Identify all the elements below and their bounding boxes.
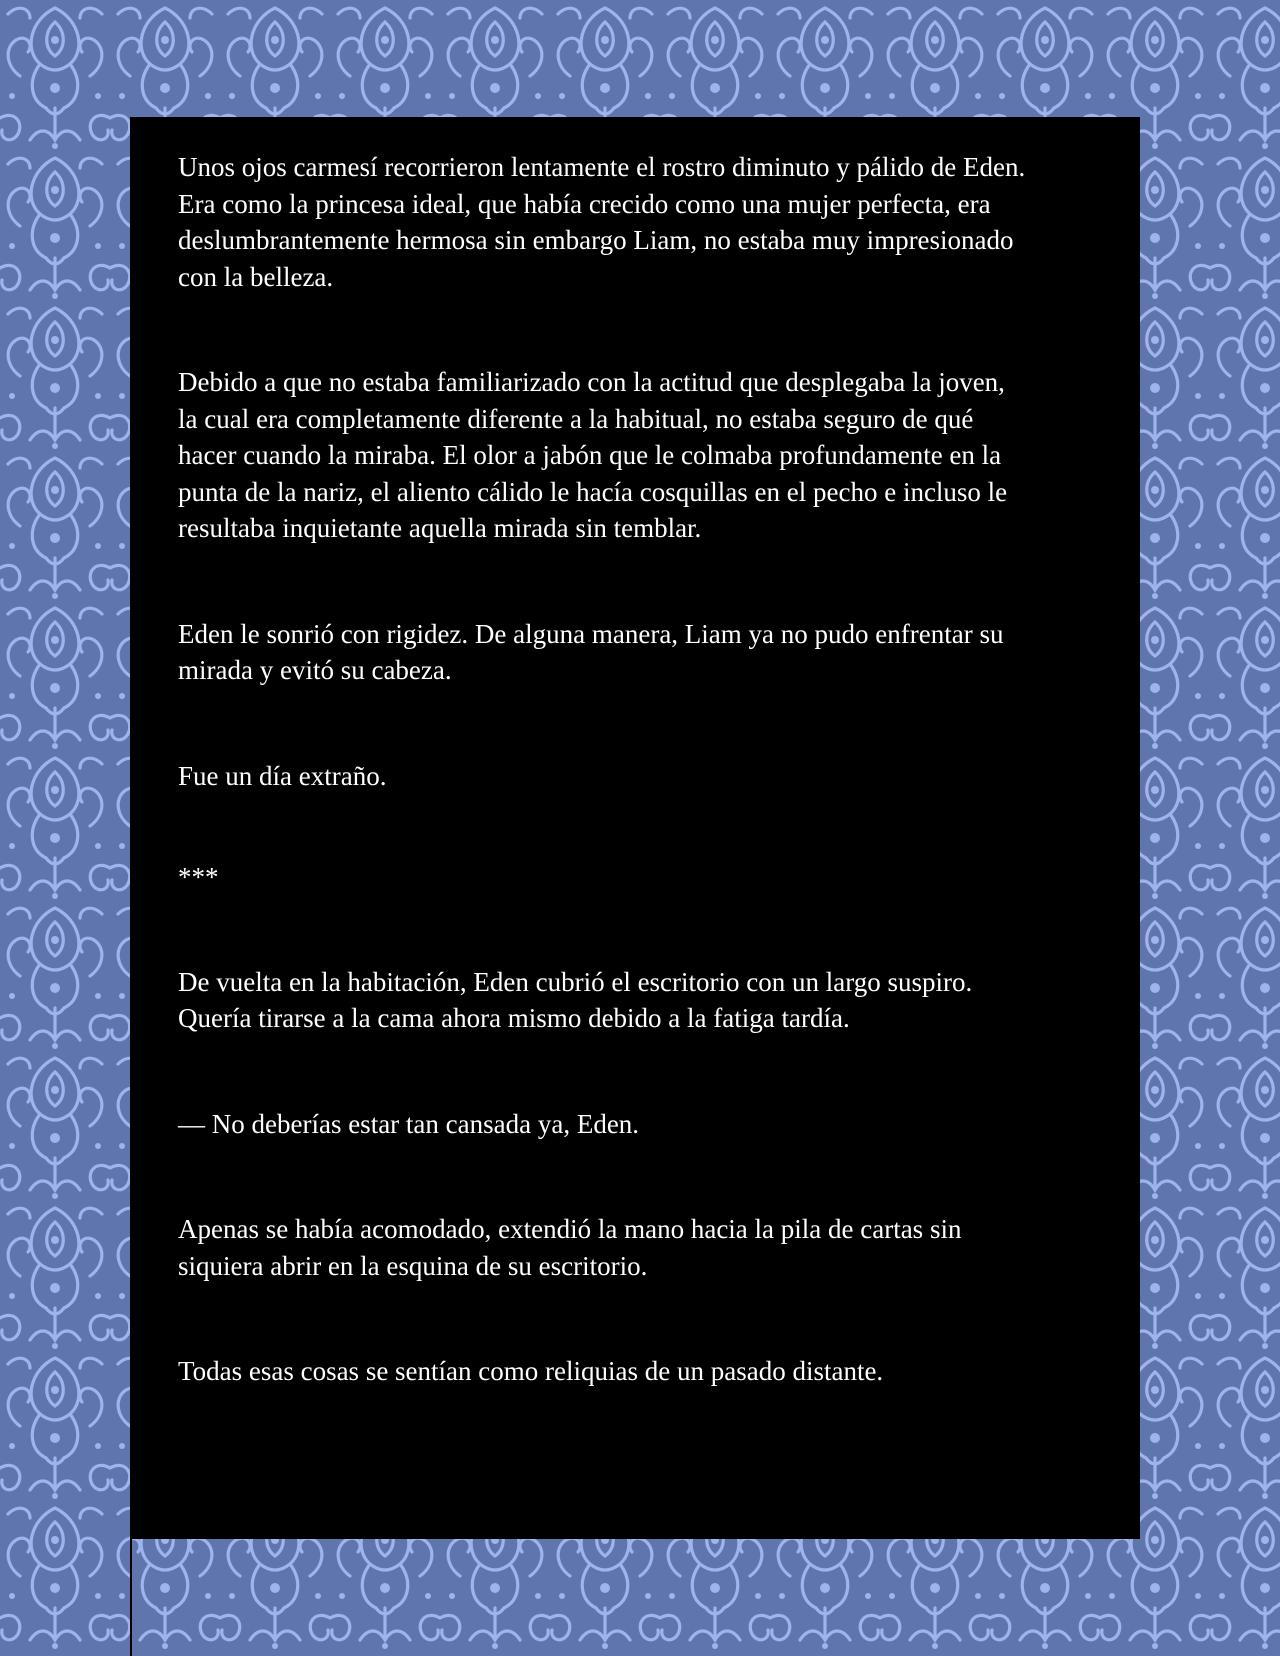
dialogue-line: — No deberías estar tan cansada ya, Eden. <box>178 1108 640 1139</box>
paragraph-7: Todas esas cosas se sentían como reliquias de un pasado distante. <box>178 1356 884 1386</box>
paragraph-6: Apenas se había acomodado, extendió la mano hacia la pila de cartas sin siquiera abrir en la esquina de su escritorio. <box>178 1214 962 1281</box>
text-panel <box>130 117 1140 1539</box>
paragraph-3: Eden le sonrió con rigidez. De alguna manera, Liam ya no pudo enfrentar su mirada y evitó su cabeza. <box>178 618 1004 685</box>
paragraph-5: De vuelta en la habitación, Eden cubrió el escritorio con un largo suspiro. Quería tirarse a la cama ahora mismo debido a la fatiga tardía. <box>178 966 973 1033</box>
paragraph-2: Debido a que no estaba familiarizado con la actitud que desplegaba la joven, la cual era completamente diferente a la habitual, no estaba seguro de qué hacer cuando la miraba. El olor a jabón que le colmaba profundamente en la punta de la nariz, el aliento cálido le hacía cosquillas en el pecho e incluso le resultaba inquietante aquella mirada sin temblar. <box>178 367 1008 543</box>
story-text <box>178 149 1113 1390</box>
paragraph-1: Unos ojos carmesí recorrieron lentamente el rostro diminuto y pálido de Eden. Era como la princesa ideal, que había crecido como una mujer perfecta, era deslumbrantemente hermosa sin embargo Liam, no estaba muy impresionado con la belleza. <box>178 152 1026 292</box>
panel-edge-line <box>130 1539 132 1656</box>
scene-break: *** <box>178 862 219 892</box>
paragraph-4: Fue un día extraño. <box>178 760 387 791</box>
